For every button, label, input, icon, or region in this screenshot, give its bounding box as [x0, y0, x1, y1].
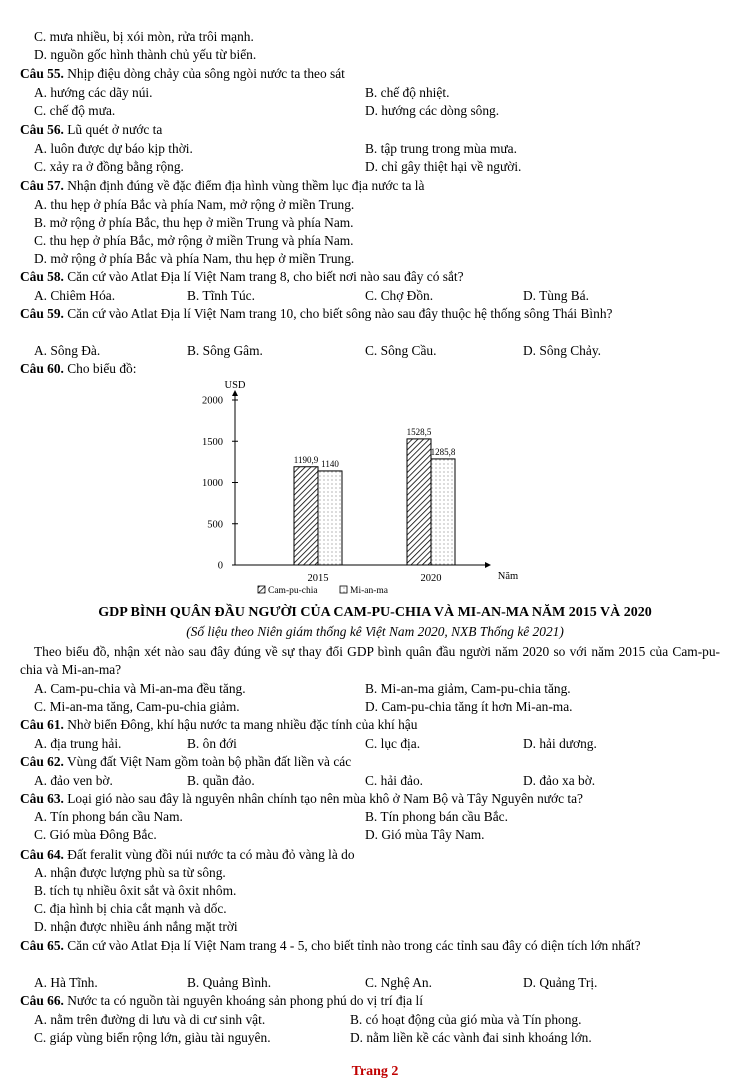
x-axis-arrow [485, 562, 491, 568]
question-number: Câu 64. [20, 847, 64, 862]
question-number: Câu 60. [20, 361, 64, 376]
q59-option-d: D. Sông Chảy. [523, 343, 601, 358]
question-65 [20, 937, 720, 955]
q58-option-d: D. Tùng Bá. [523, 288, 589, 303]
q66-option-d: D. nằm liền kề các vành đai sinh khoáng lớn. [350, 1030, 592, 1045]
data-label: 1140 [321, 458, 339, 469]
legend-label: Mi-an-ma [350, 586, 388, 596]
legend-swatch [340, 586, 347, 593]
question-58 [20, 268, 464, 286]
question-text: Căn cứ vào Atlat Địa lí Việt Nam trang 4 - 5, cho biết tỉnh nào trong các tỉnh sau đây có diện tích lớn nhất? [63, 938, 641, 953]
question-text: Nhờ biển Đông, khí hậu nước ta mang nhiều đặc tính của khí hậu [63, 717, 418, 732]
question-61 [20, 716, 417, 734]
q66-option-a: A. nằm trên đường di lưu và di cư sinh vật. [34, 1012, 266, 1027]
q59-option-b: B. Sông Gâm. [187, 343, 263, 358]
page-number: Trang 2 [351, 1064, 399, 1079]
q60-option-d: D. Cam-pu-chia tăng ít hơn Mi-an-ma. [365, 699, 573, 714]
q61-option-c: C. lục địa. [365, 736, 421, 751]
q63-option-b: B. Tín phong bán cầu Bắc. [365, 809, 508, 824]
data-label: 1285,8 [430, 446, 456, 457]
question-number: Câu 59. [20, 306, 64, 321]
q65-option-d: D. Quảng Trị. [523, 975, 598, 990]
question-text: Nước ta có nguồn tài nguyên khoáng sản phong phú do vị trí địa lí [63, 993, 423, 1008]
q63-option-d: D. Gió mùa Tây Nam. [365, 827, 485, 842]
q63-option-a: A. Tín phong bán cầu Nam. [34, 809, 183, 824]
q64-option-d: D. nhận được nhiều ánh nắng mặt trời [34, 919, 238, 934]
question-number: Câu 55. [20, 66, 64, 81]
q55-option-b: B. chế độ nhiệt. [365, 85, 450, 100]
q63-option-c: C. Gió mùa Đông Bắc. [34, 827, 157, 842]
q64-option-c: C. địa hình bị chia cắt mạnh và dốc. [34, 901, 227, 916]
question-56 [20, 121, 162, 139]
question-number: Câu 62. [20, 754, 64, 769]
q57-option-d: D. mở rộng ở phía Bắc và phía Nam, thu hẹp ở miền Trung. [34, 251, 355, 266]
q62-option-d: D. đảo xa bờ. [523, 773, 596, 788]
q60-question-text: Theo biểu đồ, nhận xét nào sau đây đúng về sự thay đổi GDP bình quân đầu người năm 2020 so với năm 2015 của Cam-pu-chia và Mi-an-ma? [20, 644, 720, 677]
question-text: Loại gió nào sau đây là nguyên nhân chính tạo nên mùa khô ở Nam Bộ và Tây Nguyên nước ta? [63, 791, 584, 806]
data-label: 1190,9 [293, 454, 319, 465]
q64-option-a: A. nhận được lượng phù sa từ sông. [34, 865, 226, 880]
q56-option-b: B. tập trung trong mùa mưa. [365, 141, 517, 156]
q55-option-d: D. hướng các dòng sông. [365, 103, 500, 118]
q56-option-a: A. luôn được dự báo kịp thời. [34, 141, 193, 156]
q57-option-a: A. thu hẹp ở phía Bắc và phía Nam, mở rộng ở miền Trung. [34, 197, 355, 212]
q58-option-c: C. Chợ Đồn. [365, 288, 434, 303]
q59-option-c: C. Sông Cầu. [365, 343, 437, 358]
question-text: Vùng đất Việt Nam gồm toàn bộ phần đất liền và các [63, 754, 352, 769]
question-text: Căn cứ vào Atlat Địa lí Việt Nam trang 10, cho biết sông nào sau đây thuộc hệ thống sông Thái Bình? [63, 306, 613, 321]
y-tick-label: 2000 [202, 395, 223, 407]
question-60 [20, 360, 136, 378]
q58-option-b: B. Tĩnh Túc. [187, 288, 255, 303]
q65-option-a: A. Hà Tĩnh. [34, 975, 98, 990]
bar-mi-an-ma-2015 [318, 471, 342, 565]
question-number: Câu 61. [20, 717, 64, 732]
question-text: Nhận định đúng về đặc điểm địa hình vùng thềm lục địa nước ta là [63, 178, 425, 193]
data-label: 1528,5 [406, 426, 432, 437]
prev-option-c: C. mưa nhiều, bị xói mòn, rửa trôi mạnh. [34, 29, 254, 44]
chart-source: (Số liệu theo Niên giám thống kê Việt Nam 2020, NXB Thống kê 2021) [186, 624, 564, 639]
y-tick-label: 1000 [202, 478, 223, 489]
question-number: Câu 66. [20, 993, 64, 1008]
q56-option-c: C. xảy ra ở đồng bằng rộng. [34, 159, 184, 174]
q65-option-b: B. Quảng Bình. [187, 975, 272, 990]
y-tick-label: 0 [217, 560, 223, 572]
question-text: Nhịp điệu dòng chảy của sông ngòi nước ta theo sát [63, 66, 345, 81]
q62-option-c: C. hải đảo. [365, 773, 424, 788]
x-axis-label: Năm [497, 571, 519, 582]
prev-option-d: D. nguồn gốc hình thành chủ yếu từ biển. [34, 47, 257, 62]
question-number: Câu 65. [20, 938, 64, 953]
question-63 [20, 790, 583, 808]
bar-mi-an-ma-2020 [431, 459, 455, 565]
q55-option-a: A. hướng các dãy núi. [34, 85, 153, 100]
question-66 [20, 992, 423, 1010]
q62-option-b: B. quần đảo. [187, 773, 255, 788]
q60-option-b: B. Mi-an-ma giảm, Cam-pu-chia tăng. [365, 681, 571, 696]
q60-option-a: A. Cam-pu-chia và Mi-an-ma đều tăng. [34, 681, 246, 696]
question-number: Câu 57. [20, 178, 64, 193]
q57-option-b: B. mở rộng ở phía Bắc, thu hẹp ở miền Trung và phía Nam. [34, 215, 354, 230]
y-tick-label: 1500 [202, 436, 223, 448]
y-axis-label: USD [224, 380, 246, 391]
q59-option-a: A. Sông Đà. [34, 343, 101, 358]
legend-label: Cam-pu-chia [268, 586, 318, 596]
bar-cam-pu-chia-2020 [407, 439, 431, 565]
bar-cam-pu-chia-2015 [294, 467, 318, 565]
q65-option-c: C. Nghệ An. [365, 975, 432, 990]
q55-option-c: C. chế độ mưa. [34, 103, 116, 118]
chart-title: GDP BÌNH QUÂN ĐẦU NGƯỜI CỦA CAM-PU-CHIA VÀ MI-AN-MA NĂM 2015 VÀ 2020 [98, 605, 652, 620]
q66-option-b: B. có hoạt động của gió mùa và Tín phong. [350, 1012, 582, 1027]
q56-option-d: D. chỉ gây thiệt hại về người. [365, 159, 522, 174]
question-text: Cho biểu đồ: [63, 361, 137, 376]
question-57 [20, 177, 424, 195]
q57-option-c: C. thu hẹp ở phía Bắc, mở rộng ở miền Trung và phía Nam. [34, 233, 354, 248]
x-tick-label: 2015 [307, 573, 329, 584]
q60-option-c: C. Mi-an-ma tăng, Cam-pu-chia giảm. [34, 699, 240, 714]
question-59 [20, 305, 720, 323]
question-55 [20, 65, 345, 83]
q61-option-d: D. hải dương. [523, 736, 597, 751]
y-tick-label: 500 [207, 519, 223, 531]
q62-option-a: A. đảo ven bờ. [34, 773, 113, 788]
q61-option-a: A. địa trung hải. [34, 736, 122, 751]
gdp-bar-chart [190, 378, 540, 603]
q64-option-b: B. tích tụ nhiều ôxit sắt và ôxit nhôm. [34, 883, 237, 898]
question-number: Câu 63. [20, 791, 64, 806]
question-text: Căn cứ vào Atlat Địa lí Việt Nam trang 8, cho biết nơi nào sau đây có sắt? [63, 269, 464, 284]
question-64 [20, 846, 355, 864]
question-text: Lũ quét ở nước ta [63, 122, 163, 137]
q66-option-c: C. giáp vùng biển rộng lớn, giàu tài nguyên. [34, 1030, 271, 1045]
question-text: Đất feralit vùng đồi núi nước ta có màu đỏ vàng là do [63, 847, 355, 862]
legend-swatch [258, 586, 265, 593]
q58-option-a: A. Chiêm Hóa. [34, 288, 116, 303]
question-number: Câu 56. [20, 122, 64, 137]
x-tick-label: 2020 [420, 573, 442, 584]
question-number: Câu 58. [20, 269, 64, 284]
q61-option-b: B. ôn đới [187, 736, 237, 751]
question-62 [20, 753, 351, 771]
